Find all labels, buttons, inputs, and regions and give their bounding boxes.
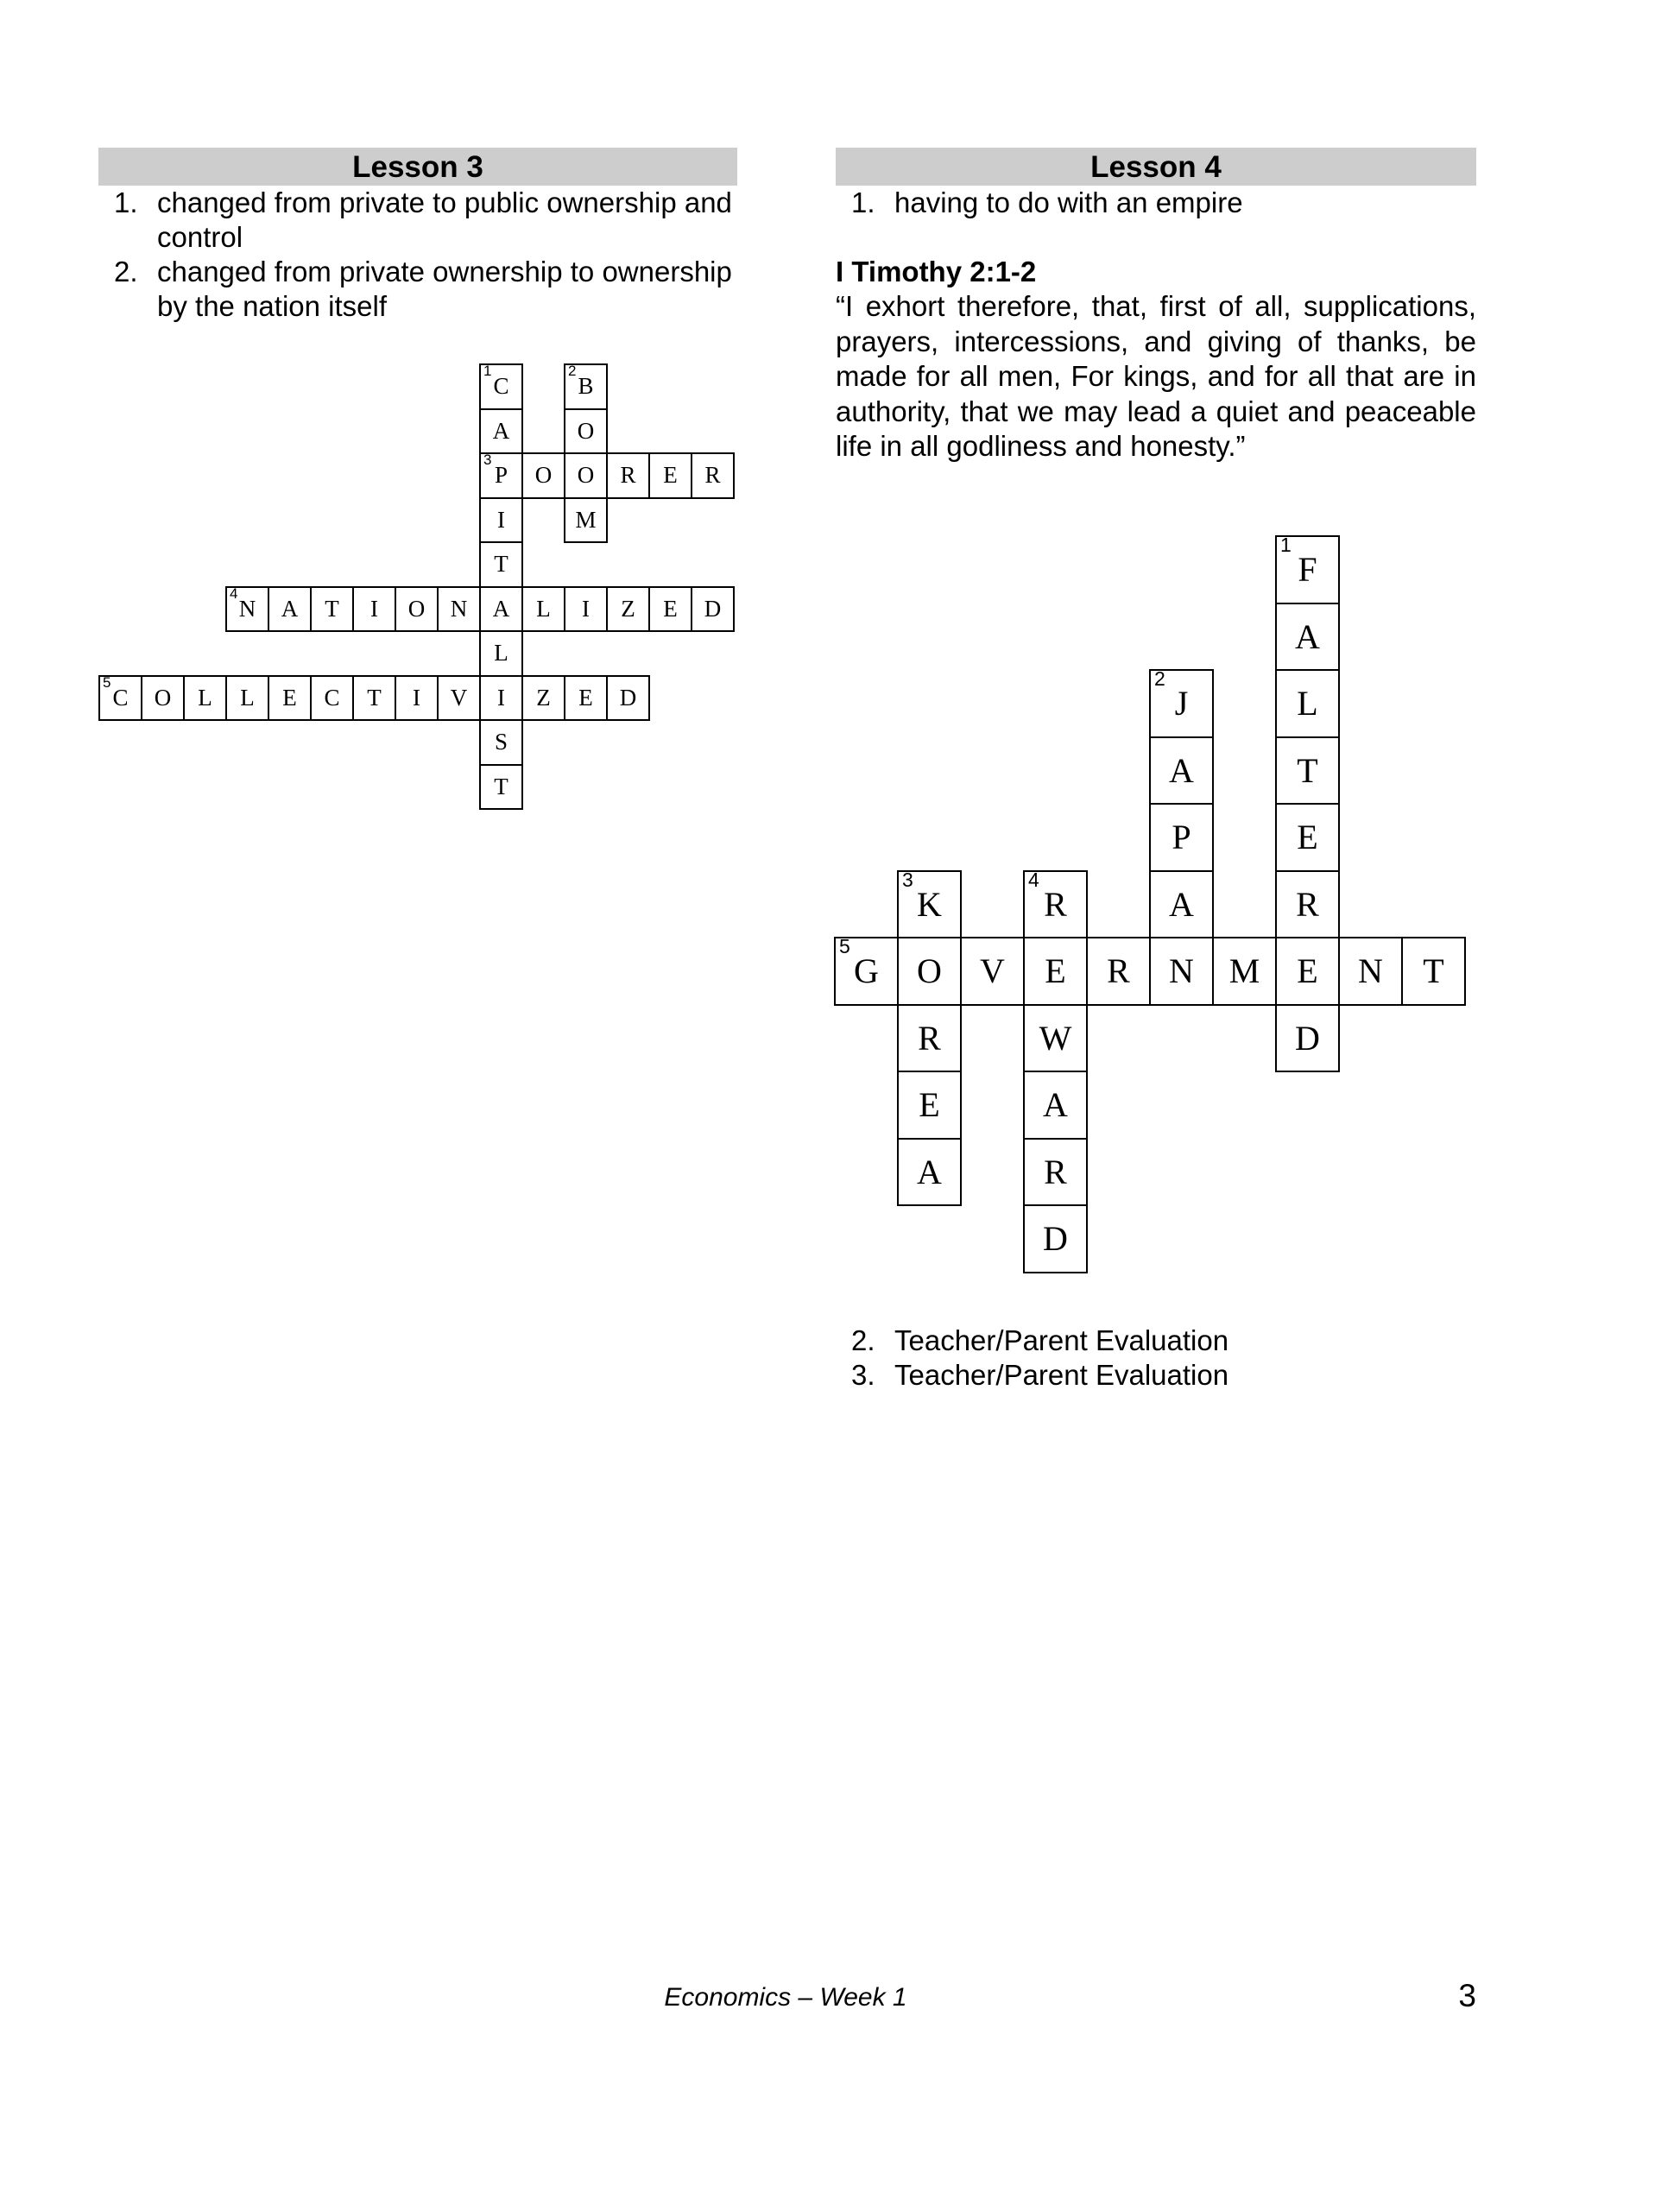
clue-number: 5	[839, 935, 850, 957]
crossword-letter: D	[619, 684, 637, 711]
crossword-letter: A	[1043, 1085, 1068, 1125]
evaluation-number: 3.	[851, 1359, 875, 1391]
crossword-letter: S	[494, 729, 508, 755]
crossword-cell	[352, 586, 396, 633]
lesson-4-section	[836, 148, 1476, 464]
crossword-letter: E	[663, 595, 678, 622]
crossword-letter: E	[919, 1085, 940, 1125]
crossword-cell	[437, 586, 481, 633]
answer-text: having to do with an empire	[894, 186, 1243, 218]
crossword-cell	[1212, 937, 1277, 1006]
crossword-cell	[479, 675, 523, 722]
crossword-cell	[1149, 937, 1214, 1006]
crossword-letter: P	[494, 462, 508, 489]
crossword-cell	[960, 937, 1025, 1006]
crossword-letter: C	[493, 373, 509, 400]
crossword-cell	[1023, 937, 1088, 1006]
crossword-letter: T	[494, 551, 508, 578]
list-item	[98, 186, 737, 255]
crossword-letter: R	[1296, 884, 1319, 924]
crossword-letter: N	[238, 595, 256, 622]
crossword-cell	[1023, 1071, 1088, 1140]
crossword-letter: E	[1297, 951, 1318, 991]
crossword-cell	[1149, 669, 1214, 738]
crossword-letter: T	[494, 773, 508, 799]
crossword-letter: V	[980, 951, 1005, 991]
crossword-cell	[1275, 803, 1340, 872]
crossword-cell	[479, 452, 523, 499]
clue-number: 3	[483, 452, 492, 468]
crossword-cell	[606, 675, 650, 722]
evaluation-number: 2.	[851, 1324, 875, 1356]
crossword-cell	[1023, 870, 1088, 939]
crossword-letter: A	[492, 595, 510, 622]
crossword-letter: O	[577, 417, 595, 444]
clue-number: 5	[103, 673, 111, 691]
list-item	[836, 1324, 1476, 1358]
crossword-cell	[897, 870, 962, 939]
crossword-letter: O	[154, 684, 172, 711]
answer-number: 1.	[851, 186, 875, 218]
clue-number: 4	[230, 584, 238, 602]
crossword-cell	[1023, 1204, 1088, 1273]
crossword-letter: N	[1169, 951, 1194, 991]
crossword-cell	[521, 586, 565, 633]
clue-number: 1	[1280, 534, 1292, 556]
footer-title: Economics – Week 1	[664, 1983, 907, 2012]
lesson-4-answers	[836, 186, 1476, 220]
crossword-cell	[98, 675, 142, 722]
crossword-letter: A	[1169, 750, 1194, 790]
crossword-letter: L	[198, 684, 212, 711]
list-item	[98, 255, 737, 324]
crossword-letter: D	[1043, 1219, 1068, 1259]
crossword-letter: M	[1228, 951, 1260, 991]
crossword-letter: B	[578, 373, 594, 400]
evaluation-text: Teacher/Parent Evaluation	[894, 1324, 1229, 1356]
crossword-letter: I	[413, 684, 420, 711]
crossword-letter: A	[1169, 884, 1194, 924]
crossword-letter: R	[1044, 884, 1067, 924]
crossword-letter: E	[282, 684, 297, 711]
crossword-cell	[268, 586, 312, 633]
crossword-letter: J	[1174, 684, 1189, 723]
crossword-cell	[479, 497, 523, 544]
crossword-cell	[479, 541, 523, 588]
answer-text: changed from private ownership to ownership by the nation itself	[157, 256, 732, 322]
lesson-3-header: Lesson 3	[98, 148, 737, 186]
crossword-cell	[1401, 937, 1466, 1006]
answer-number: 2.	[114, 256, 138, 287]
clue-number: 1	[483, 363, 492, 379]
answer-text: changed from private to public ownership and control	[157, 186, 732, 253]
crossword-letter: L	[494, 640, 508, 667]
page-number: 3	[1458, 1978, 1476, 2013]
crossword-cell	[606, 452, 650, 499]
crossword-cell	[897, 1071, 962, 1140]
crossword-cell	[648, 452, 692, 499]
crossword-letter: L	[536, 595, 551, 622]
crossword-cell	[141, 675, 185, 722]
crossword-letter: W	[1039, 1018, 1072, 1058]
crossword-letter: P	[1172, 818, 1191, 857]
crossword-letter: A	[281, 595, 299, 622]
crossword-cell	[1275, 603, 1340, 672]
crossword-letter: N	[1358, 951, 1383, 991]
crossword-cell	[1275, 1004, 1340, 1073]
crossword-cell	[1086, 937, 1151, 1006]
crossword-cell	[521, 452, 565, 499]
crossword-letter: C	[324, 684, 340, 711]
lesson-4-header: Lesson 4	[836, 148, 1476, 186]
crossword-letter: D	[1295, 1018, 1320, 1058]
crossword-cell	[606, 586, 650, 633]
crossword-letter: E	[578, 684, 593, 711]
crossword-cell	[310, 586, 354, 633]
crossword-cell	[268, 675, 312, 722]
crossword-letter: E	[1297, 818, 1318, 857]
crossword-letter: A	[492, 417, 510, 444]
crossword-cell	[564, 586, 608, 633]
crossword-letter: R	[1044, 1152, 1067, 1191]
answer-number: 1.	[114, 186, 138, 218]
crossword-cell	[437, 675, 481, 722]
crossword-letter: A	[917, 1152, 942, 1191]
crossword-cell	[479, 363, 523, 410]
lesson-4-evaluations	[836, 1324, 1476, 1393]
crossword-letter: C	[112, 684, 129, 711]
crossword-cell	[648, 586, 692, 633]
crossword-cell	[1275, 870, 1340, 939]
crossword-cell	[479, 586, 523, 633]
list-item	[836, 186, 1476, 220]
crossword-cell	[1149, 803, 1214, 872]
crossword-cell	[1275, 535, 1340, 604]
crossword-cell	[564, 675, 608, 722]
crossword-cell	[1023, 1004, 1088, 1073]
crossword-letter: I	[582, 595, 590, 622]
crossword-letter: L	[1297, 684, 1318, 723]
crossword-letter: Z	[536, 684, 551, 711]
crossword-cell	[897, 1138, 962, 1207]
crossword-cell	[479, 630, 523, 677]
crossword-letter: I	[497, 684, 505, 711]
clue-number: 3	[902, 868, 913, 891]
list-item	[836, 1358, 1476, 1393]
crossword-cell	[564, 363, 608, 410]
crossword-cell	[1275, 937, 1340, 1006]
crossword-cell	[897, 937, 962, 1006]
crossword-letter: R	[1107, 951, 1130, 991]
crossword-letter: O	[917, 951, 942, 991]
verse-reference: I Timothy 2:1-2	[836, 256, 1037, 287]
verse-text: “I exhort therefore, that, first of all, supplications, prayers, intercessions, and giving of thanks, be made for all men, For kings, and for all that are in authority, that we may lead a quiet and peaceable life in all godliness and honesty.”	[836, 290, 1476, 462]
crossword-cell	[395, 586, 439, 633]
crossword-cell	[564, 408, 608, 455]
crossword-cell	[352, 675, 396, 722]
crossword-letter: T	[367, 684, 382, 711]
crossword-letter: L	[240, 684, 255, 711]
crossword-cell	[521, 675, 565, 722]
crossword-cell	[897, 1004, 962, 1073]
lesson-3-answers	[98, 186, 737, 324]
crossword-letter: K	[917, 884, 942, 924]
crossword-letter: T	[1297, 750, 1318, 790]
crossword-cell	[1338, 937, 1403, 1006]
crossword-letter: E	[1045, 951, 1066, 991]
crossword-cell	[479, 764, 523, 811]
crossword-letter: Z	[621, 595, 635, 622]
crossword-cell	[479, 719, 523, 766]
crossword-letter: O	[407, 595, 426, 622]
crossword-letter: R	[918, 1018, 941, 1058]
lesson-3-section	[98, 148, 737, 324]
crossword-cell	[691, 452, 735, 499]
crossword-letter: E	[663, 462, 678, 489]
crossword-cell	[225, 675, 269, 722]
crossword-cell	[1023, 1138, 1088, 1207]
crossword-letter: D	[704, 595, 722, 622]
crossword-cell	[1275, 669, 1340, 738]
crossword-cell	[564, 452, 608, 499]
crossword-cell	[834, 937, 899, 1006]
clue-number: 2	[568, 363, 577, 379]
crossword-cell	[225, 586, 269, 633]
crossword-cell	[1149, 870, 1214, 939]
crossword-letter: T	[325, 595, 339, 622]
crossword-letter: I	[497, 506, 505, 533]
evaluation-text: Teacher/Parent Evaluation	[894, 1359, 1229, 1391]
crossword-letter: F	[1298, 550, 1317, 590]
crossword-letter: O	[577, 462, 595, 489]
crossword-cell	[1275, 736, 1340, 806]
crossword-letter: N	[450, 595, 468, 622]
crossword-letter: O	[534, 462, 553, 489]
crossword-cell	[1149, 736, 1214, 806]
crossword-letter: T	[1423, 951, 1444, 991]
crossword-letter: V	[450, 684, 468, 711]
crossword-letter: R	[620, 462, 636, 489]
clue-number: 2	[1154, 667, 1165, 690]
crossword-cell	[395, 675, 439, 722]
clue-number: 4	[1028, 868, 1039, 891]
crossword-letter: I	[370, 595, 378, 622]
crossword-cell	[691, 586, 735, 633]
crossword-cell	[310, 675, 354, 722]
crossword-cell	[183, 675, 227, 722]
crossword-letter: G	[854, 951, 879, 991]
crossword-cell	[479, 408, 523, 455]
crossword-letter: M	[575, 506, 597, 533]
crossword-letter: A	[1295, 616, 1320, 656]
crossword-letter: R	[704, 462, 721, 489]
crossword-cell	[564, 497, 608, 544]
